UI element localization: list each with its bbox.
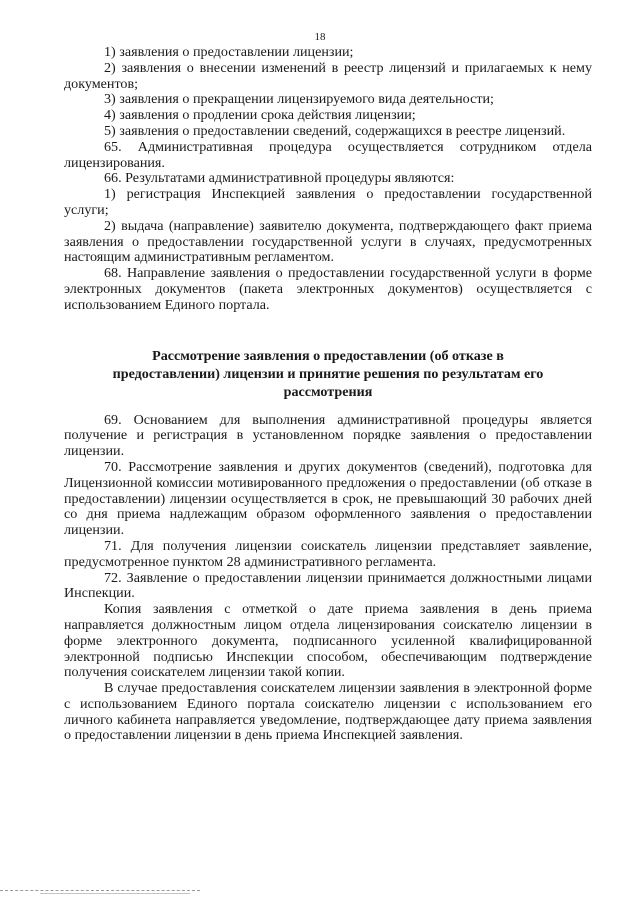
paragraph-70: 70. Рассмотрение заявления и других документов (сведений), подготовка для Лицензионной комиссии мотивированного предложения о предоставлении (об отказе в предоставлении) лицензии осуществляется в срок, не превышающий 30 рабочих дней со дня приема надлежащим образом оформленного заявления о предоставлении лицензии. (64, 458, 592, 539)
list-item-application-termination: 3) заявления о прекращении лицензируемого вида деятельности; (104, 91, 494, 108)
paragraph-69: 69. Основанием для выполнения административной процедуры является получение и регистрация в установленном порядке заявления о предоставлении лицензии. (64, 411, 592, 460)
document-body (64, 45, 592, 744)
list-item-application-info: 5) заявления о предоставлении сведений, содержащихся в реестре лицензий. (104, 122, 566, 139)
paragraph-copy: Копия заявления с отметкой о дате приема заявления в день приема направляется должностным лицом отдела лицензирования соискателю лицензии в форме электронного документа, подписанного усиленной квалифицированной электронной подписью Инспекции способом, обеспечивающим подтверждение получения соискателем лицензии такой копии. (64, 601, 592, 681)
list-item-application-extension: 4) заявления о продлении срока действия лицензии; (104, 107, 416, 124)
scan-artifact-line (0, 890, 200, 891)
page-number: 18 (314, 31, 326, 43)
section-heading-line-2: предоставлении) лицензии и принятие решения по результатам его (112, 365, 544, 382)
paragraph-electronic: В случае предоставления соискателем лицензии заявления в электронной форме с использованием Единого портала соискателю лицензии с использованием его личного кабинета направляется уведомление, подтверждающее дату приема заявления о предоставлении лицензии в день приема Инспекцией заявления. (64, 680, 592, 744)
paragraph-71: 71. Для получения лицензии соискатель лицензии представляет заявление, предусмотренное пунктом 28 административного регламента. (64, 537, 592, 570)
scan-artifact-line-2 (40, 893, 190, 894)
section-spacer (64, 314, 592, 347)
result-item-registration: 1) регистрация Инспекцией заявления о предоставлении государственной услуги; (64, 186, 592, 218)
section-heading-line-3: рассмотрения (283, 383, 373, 400)
paragraph-65: 65. Административная процедура осуществляется сотрудником отдела лицензирования. (64, 138, 592, 171)
paragraph-72: 72. Заявление о предоставлении лицензии принимается должностными лицами Инспекции. (64, 569, 592, 602)
paragraph-68: 68. Направление заявления о предоставлении государственной услуги в форме электронных документов (пакета электронных документов) осуществляется с использованием Единого портала. (64, 265, 592, 313)
result-item-issuance: 2) выдача (направление) заявителю документа, подтверждающего факт приема заявления о предоставлении государственной услуги в случаях, предусмотренных настоящим административным регламентом. (64, 217, 592, 266)
section-heading (64, 347, 592, 401)
paragraph-66: 66. Результатами административной процедуры являются: (104, 170, 455, 187)
list-item-application-changes: 2) заявления о внесении изменений в реестр лицензий и прилагаемых к нему документов; (64, 59, 592, 92)
list-item-application-license: 1) заявления о предоставлении лицензии; (104, 44, 354, 60)
section-heading-line-1: Рассмотрение заявления о предоставлении (об отказе в (152, 347, 504, 364)
